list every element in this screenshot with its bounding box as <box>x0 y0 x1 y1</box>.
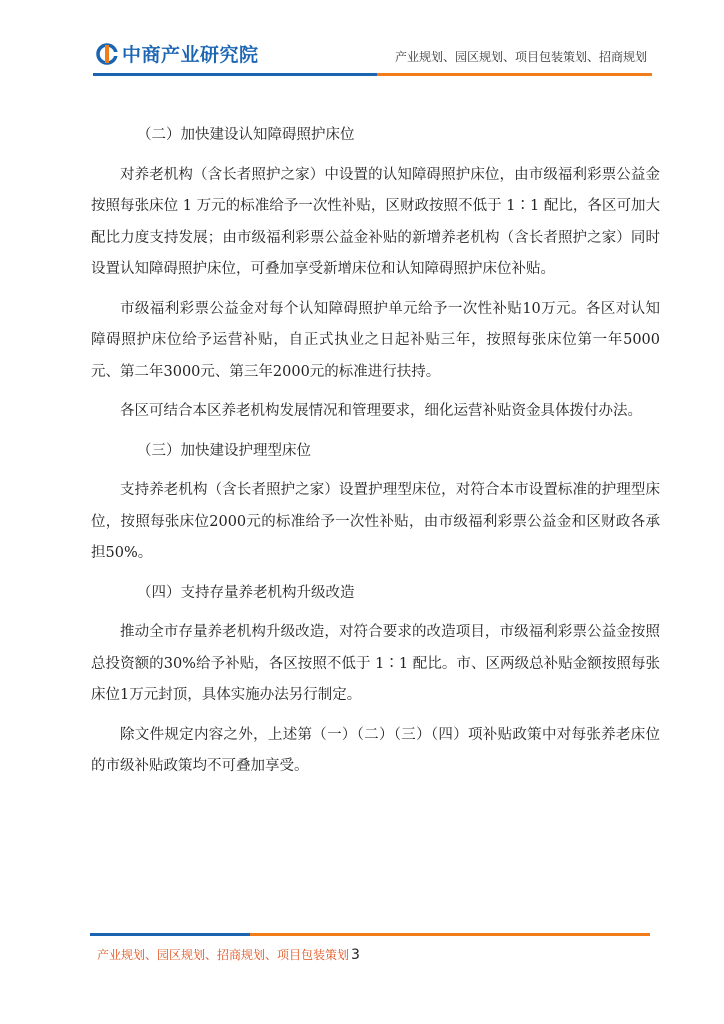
brand-logo <box>96 40 259 67</box>
section-heading-2: （二）加快建设认知障碍照护床位 <box>137 127 355 143</box>
footer-rule-blue <box>90 933 250 936</box>
paragraph: 支持养老机构（含长者照护之家）设置护理型床位，对符合本市设置标准的护理型床位，按照每张床位2000元的标准给予一次性补贴，由市级福利彩票公益金和区财政各承担50%。 <box>91 482 660 561</box>
header-rule-blue <box>93 73 377 76</box>
footer-tagline <box>97 946 360 963</box>
logo-icon <box>96 43 118 65</box>
footer-rule-orange <box>250 933 650 936</box>
section-heading-3: （三）加快建设护理型床位 <box>137 442 311 459</box>
page-footer <box>0 928 724 988</box>
paragraph: 各区可结合本区养老机构发展情况和管理要求，细化运营补贴资金具体拨付办法。 <box>120 403 642 419</box>
paragraph: 推动全市存量养老机构升级改造，对符合要求的改造项目，市级福利彩票公益金按照总投资额的30%给予补贴，各区按照不低于 1∶1 配比。市、区两级总补贴金额按照每张床位1万元封顶，具体实施办法另行制定。 <box>91 624 660 703</box>
logo-text: 中商产业研究院 <box>122 44 259 66</box>
footer-tagline-text: 产业规划、园区规划、招商规划、项目包装策划 <box>97 948 350 962</box>
paragraph: 对养老机构（含长者照护之家）中设置的认知障碍照护床位，由市级福利彩票公益金按照每张床位 1 万元的标准给予一次性补贴，区财政按照不低于 1∶1 配比，各区可加大配比力度支持发展；由市级福利彩票公益金补贴的新增养老机构（含长者照护之家）同时设置认知障碍照护床位，可叠加享受新增床位和认知障碍照护床位补贴。 <box>91 166 660 277</box>
paragraph: 除文件规定内容之外，上述第（一）（二）（三）（四）项补贴政策中对每张养老床位的市级补贴政策均不可叠加享受。 <box>91 726 660 774</box>
page-header <box>0 0 724 80</box>
header-tagline: 产业规划、园区规划、项目包装策划、招商规划 <box>394 50 647 64</box>
header-rule-orange <box>377 73 652 76</box>
paragraph: 市级福利彩票公益金对每个认知障碍照护单元给予一次性补贴10万元。各区对认知障碍照护床位给予运营补贴，自正式执业之日起补贴三年，按照每张床位第一年5000元、第二年3000元、第三年2000元的标准进行扶持。 <box>91 300 660 380</box>
document-body <box>91 120 660 783</box>
page-number: 3 <box>351 947 360 963</box>
section-heading-4: （四）支持存量养老机构升级改造 <box>137 584 355 601</box>
